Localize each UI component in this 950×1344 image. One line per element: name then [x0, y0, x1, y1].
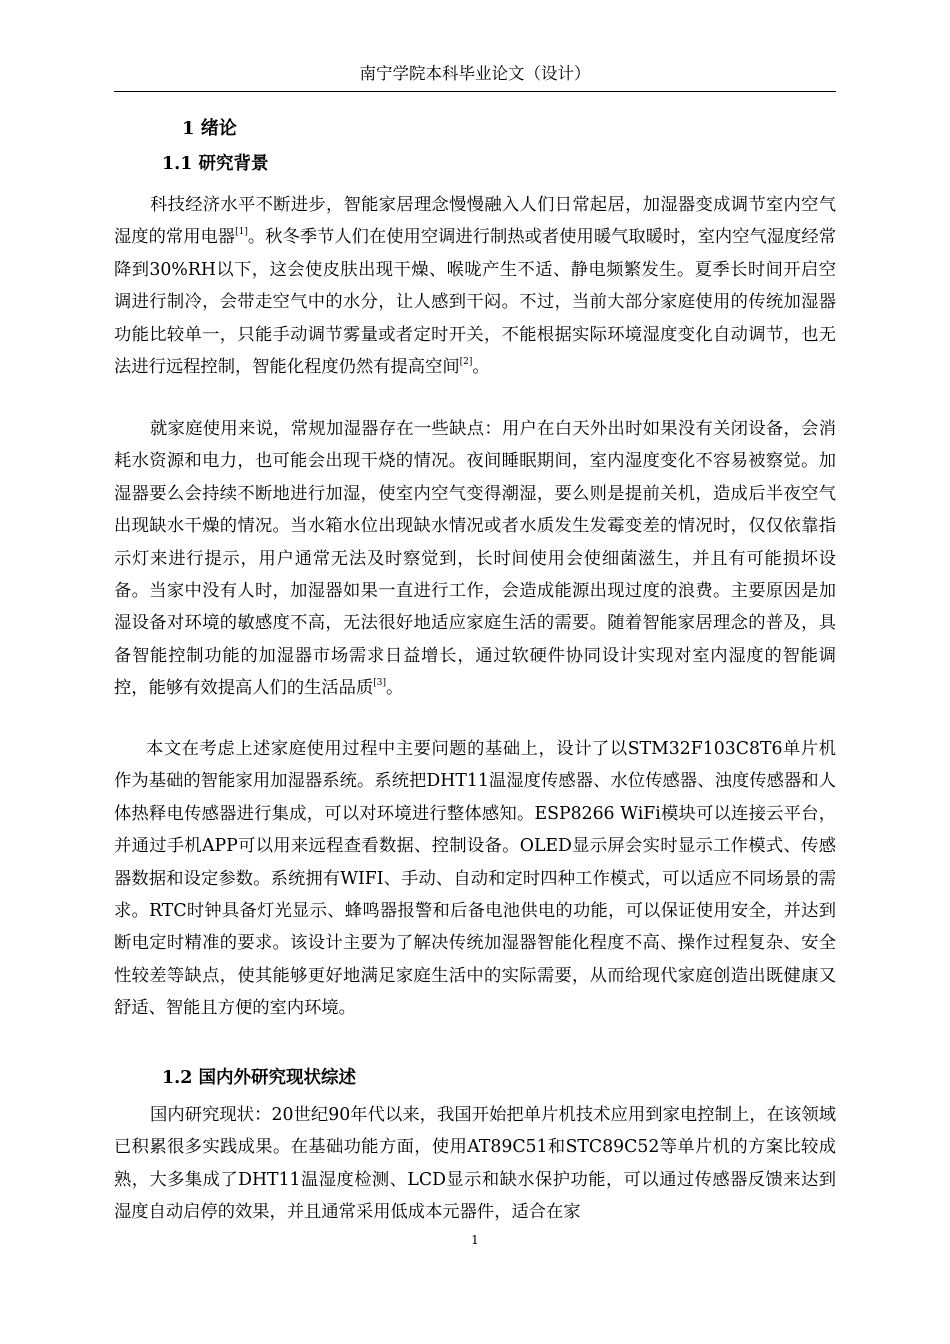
- paragraph-research-status-1: 国内研究现状：20世纪90年代以来，我国开始把单片机技术应用到家电控制上，在该领域已积累很多实践成果。在基础功能方面，使用AT89C51和STC89C52等单片机的方案比较成熟，大多集成了DHT11温湿度检测、LCD显示和缺水保护功能，可以通过传感器反馈来达到湿度自动启停的效果，并且通常采用低成本元器件，适合在家: [114, 1105, 836, 1223]
- citation-ref: [2]: [459, 357, 473, 368]
- paragraph-text: 就家庭使用来说，常规加湿器存在一些缺点：用户在白天外出时如果没有关闭设备，会消耗水资源和电力，也可能会出现干烧的情况。夜间睡眠期间，室内湿度变化不容易被察觉。加湿器要么会持续不断地进行加湿，使室内空气变得潮湿，要么则是提前关机，造成后半夜空气出现缺水干燥的情况。当水箱水位出现缺水情况或者水质发生发霉变差的情况时，仅仅依靠指示灯来进行提示，用户通常无法及时察觉到，长时间使用会使细菌滋生，并且有可能损坏设备。当家中没有人时，加湿器如果一直进行工作，会造成能源出现过度的浪费。主要原因是加湿设备对环境的敏感度不高，无法很好地适应家庭生活的需要。随着智能家居理念的普及，具备智能控制功能的加湿器市场需求日益增长，通过软硬件协同设计实现对室内湿度的智能调控，能够有效提高人们的生活品质: [114, 419, 836, 699]
- header-divider: [114, 91, 836, 92]
- page-header-title: 南宁学院本科毕业论文（设计）: [359, 64, 591, 83]
- citation-ref: [1]: [235, 227, 248, 238]
- paragraph-text: 。: [472, 357, 490, 378]
- paragraph-text: 。: [385, 678, 404, 699]
- paragraph-background-3: 本文在考虑上述家庭使用过程中主要问题的基础上，设计了以STM32F103C8T6单片机作为基础的智能家用加湿器系统。系统把DHT11温湿度传感器、水位传感器、浊度传感器和人体热释电传感器进行集成，可以对环境进行整体感知。ESP8266 WiFi模块可以连接云平台，并通过手机APP可以用来远程查看数据、控制设备。OLED显示屏会实时显示工作模式、传感器数据和设定参数。系统拥有WIFI、手动、自动和定时四种工作模式，可以适应不同场景的需求。RTC时钟具备灯光显示、蜂鸣器报警和后备电池供电的功能，可以保证使用安全，并达到断电定时精准的要求。该设计主要为了解决传统加湿器智能化程度不高、操作过程复杂、安全性较差等缺点，使其能够更好地满足家庭生活中的实际需要，从而给现代家庭创造出既健康又舒适、智能且方便的室内环境。: [114, 739, 836, 1019]
- chapter-title: 1 绪论: [182, 118, 237, 139]
- section-title-research-background: 1.1 研究背景: [162, 154, 269, 174]
- section-title-research-status: 1.2 国内外研究现状综述: [162, 1068, 357, 1088]
- paragraph-background-2: [114, 413, 836, 705]
- page-number: 1: [471, 1233, 479, 1247]
- paragraph-background-1: [114, 189, 836, 383]
- paragraph-text: 。秋冬季节人们在使用空调进行制热或者使用暖气取暖时，室内空气湿度经常降到30%RH以下，这会使皮肤出现干燥、喉咙产生不适、静电频繁发生。夏季长时间开启空调进行制冷，会带走空气中的水分，让人感到干闷。不过，当前大部分家庭使用的传统加湿器功能比较单一，只能手动调节雾量或者定时开关，不能根据实际环境湿度变化自动调节，也无法进行远程控制，智能化程度仍然有提高空间: [114, 227, 836, 378]
- citation-ref: [3]: [373, 678, 386, 689]
- paragraph-text: 科技经济水平不断进步，智能家居理念慢慢融入人们日常起居，加湿器变成调节室内空气湿度的常用电器: [114, 195, 836, 248]
